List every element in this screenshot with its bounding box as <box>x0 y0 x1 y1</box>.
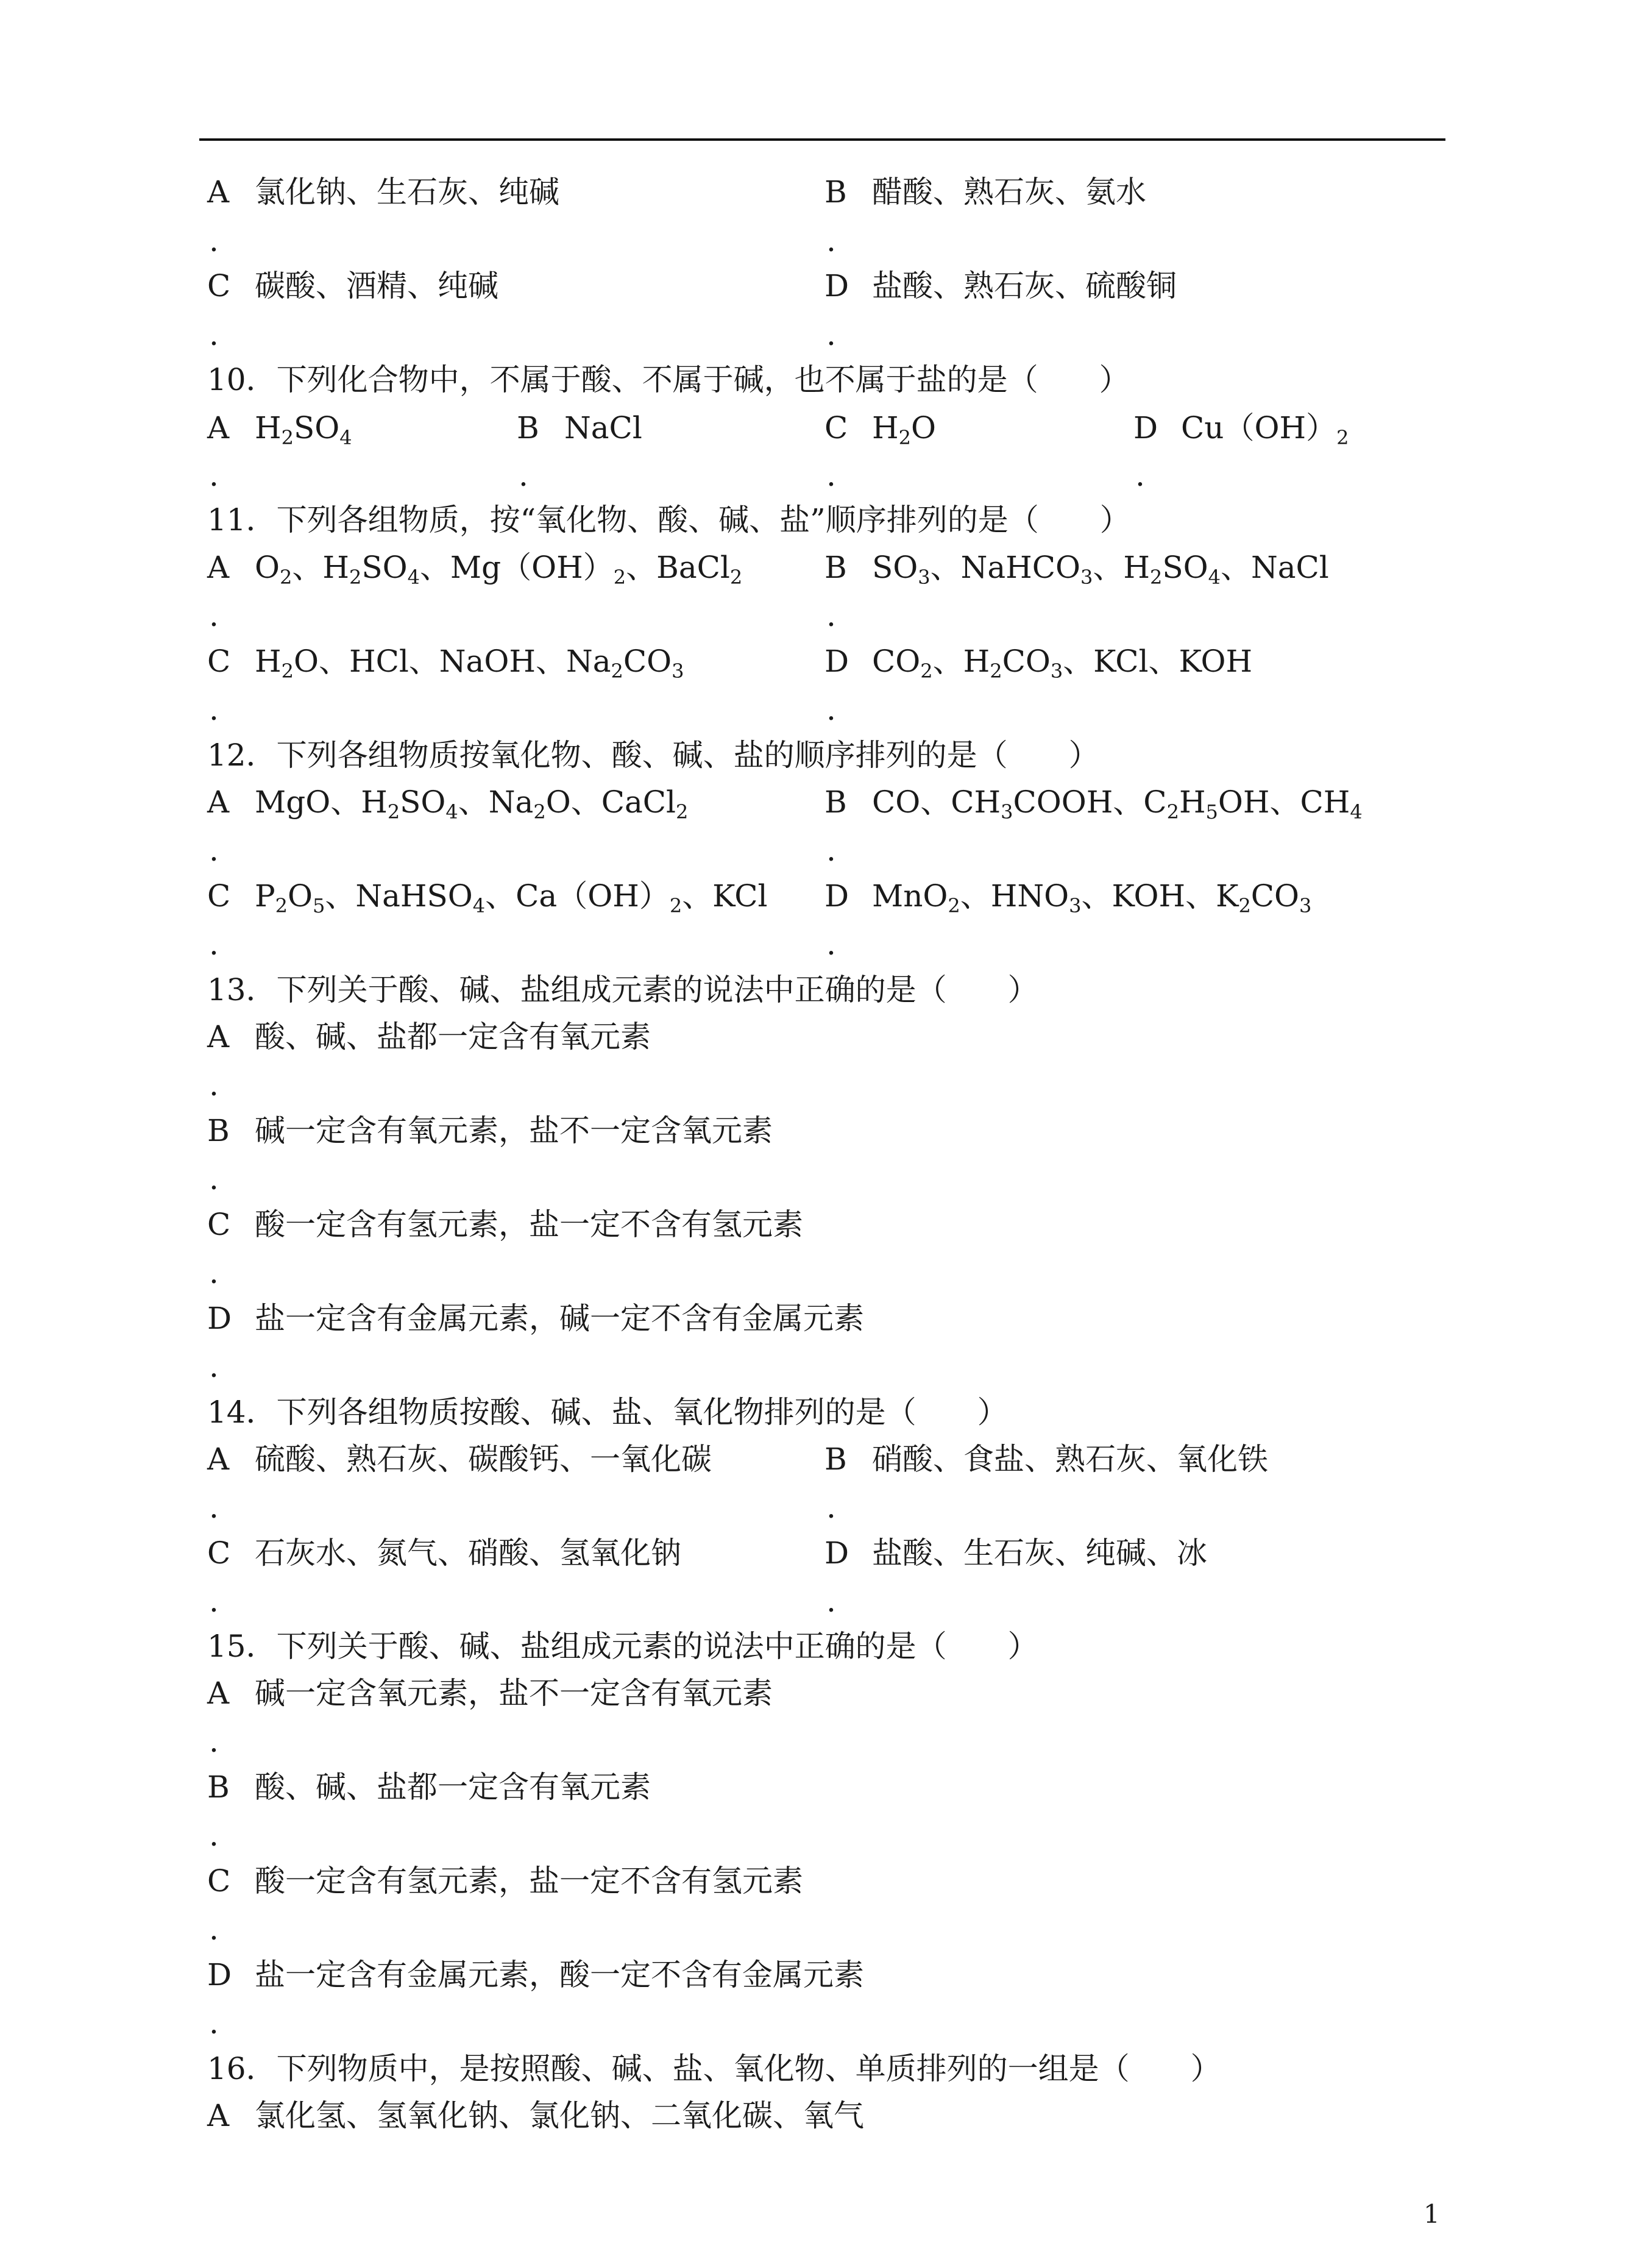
q14-option-d: D 盐酸、生石灰、纯碱、冰 <box>824 1535 1207 1571</box>
q9-option-b: B 醋酸、熟石灰、氨水 <box>824 174 1146 210</box>
q11-dot-d: . <box>826 692 836 727</box>
q9-option-d: D 盐酸、熟石灰、硫酸铜 <box>824 268 1177 304</box>
q15-dot-b: . <box>209 1818 219 1853</box>
q13-dot-b: . <box>209 1161 219 1196</box>
q9-dot-c: . <box>209 317 219 352</box>
page-number: 1 <box>1424 2199 1440 2229</box>
q10-dot-a: . <box>209 458 219 493</box>
q10-dot-b: . <box>519 458 528 493</box>
q12-dot-b: . <box>826 833 836 868</box>
q9-option-a: A 氯化钠、生石灰、纯碱 <box>207 174 559 210</box>
q14-dot-c: . <box>209 1584 219 1619</box>
q12-dot-c: . <box>209 926 219 962</box>
q14-dot-b: . <box>826 1490 836 1525</box>
q9-dot-d: . <box>826 317 836 352</box>
q12-stem: 12．下列各组物质按氧化物、酸、碱、盐的顺序排列的是（ ） <box>207 738 1099 773</box>
q10-option-a: A $H_2SO_4$ <box>207 410 352 449</box>
q15-option-b: B 酸、碱、盐都一定含有氧元素 <box>207 1769 651 1805</box>
q11-option-a: A $O_2$、$H_2SO_4$、$Mg(OH)_2$、BaCl$_2$ <box>207 550 743 589</box>
q15-dot-d: . <box>209 2005 219 2041</box>
q10-dot-c: . <box>826 458 836 493</box>
q13-dot-c: . <box>209 1255 219 1290</box>
q9-dot-b: . <box>826 223 836 258</box>
header-rule <box>199 138 1445 141</box>
q16-stem: 16．下列物质中，是按照酸、碱、盐、氧化物、单质排列的一组是（ ） <box>207 2051 1221 2086</box>
q13-option-a: A 酸、碱、盐都一定含有氧元素 <box>207 1019 651 1054</box>
q16-option-a: A 氯化氢、氢氧化钠、氯化钠、二氧化碳、氧气 <box>207 2098 864 2133</box>
q12-option-d: D MnO$_2$、$HNO_3$、KOH、$K_2CO_3$ <box>824 878 1312 917</box>
q11-stem: 11．下列各组物质，按“氧化物、酸、碱、盐”顺序排列的是（ ） <box>207 502 1130 538</box>
q9-dot-a: . <box>209 223 219 258</box>
q12-option-b: B CO、$CH_3COOH$、$C_2H_5OH$、$CH_4$ <box>824 784 1363 823</box>
q12-option-c: C $P_2O_5$、NaHSO$_4$、$Ca(OH)_2$、KCl <box>207 878 768 917</box>
q10-option-d: D $Cu(OH)_2$ <box>1133 410 1349 449</box>
q11-option-b: B $SO_3$、NaHCO$_3$、$H_2SO_4$、NaCl <box>824 550 1329 589</box>
q13-dot-d: . <box>209 1349 219 1384</box>
q11-dot-c: . <box>209 692 219 727</box>
q10-dot-d: . <box>1135 458 1145 493</box>
q11-dot-a: . <box>209 598 219 633</box>
q9-option-c: C 碳酸、酒精、纯碱 <box>207 268 498 304</box>
q11-dot-b: . <box>826 598 836 633</box>
q14-option-b: B 硝酸、食盐、熟石灰、氧化铁 <box>824 1441 1268 1477</box>
q13-option-b: B 碱一定含有氧元素，盐不一定含氧元素 <box>207 1113 773 1148</box>
q14-dot-d: . <box>826 1584 836 1619</box>
q14-dot-a: . <box>209 1490 219 1525</box>
q14-stem: 14．下列各组物质按酸、碱、盐、氧化物排列的是（ ） <box>207 1395 1008 1430</box>
q12-dot-a: . <box>209 833 219 868</box>
q14-option-c: C 石灰水、氮气、硝酸、氢氧化钠 <box>207 1535 681 1571</box>
q13-option-d: D 盐一定含有金属元素，碱一定不含有金属元素 <box>207 1301 864 1336</box>
q13-option-c: C 酸一定含有氢元素，盐一定不含有氢元素 <box>207 1207 803 1242</box>
q12-option-a: A MgO、$H_2SO_4$、$Na_2O$、CaCl$_2$ <box>207 784 689 823</box>
q11-option-d: D $CO_2$、$H_2CO_3$、KCl、KOH <box>824 644 1253 683</box>
q15-option-d: D 盐一定含有金属元素，酸一定不含有金属元素 <box>207 1957 864 1992</box>
q10-option-b: B NaCl <box>517 410 642 446</box>
q10-stem: 10．下列化合物中，不属于酸、不属于碱，也不属于盐的是（ ） <box>207 362 1130 397</box>
q15-dot-a: . <box>209 1724 219 1759</box>
q13-dot-a: . <box>209 1067 219 1103</box>
q14-option-a: A 硫酸、熟石灰、碳酸钙、一氧化碳 <box>207 1441 712 1477</box>
q15-stem: 15．下列关于酸、碱、盐组成元素的说法中正确的是（ ） <box>207 1629 1038 1664</box>
q11-option-c: C $H_2O$、HCl、NaOH、$Na_2CO_3$ <box>207 644 684 683</box>
q10-option-c: C $H_2O$ <box>824 410 936 449</box>
q12-dot-d: . <box>826 926 836 962</box>
q15-option-c: C 酸一定含有氢元素，盐一定不含有氢元素 <box>207 1863 803 1899</box>
q15-option-a: A 碱一定含氧元素，盐不一定含有氧元素 <box>207 1676 773 1711</box>
q13-stem: 13．下列关于酸、碱、盐组成元素的说法中正确的是（ ） <box>207 972 1038 1008</box>
q15-dot-c: . <box>209 1911 219 1947</box>
